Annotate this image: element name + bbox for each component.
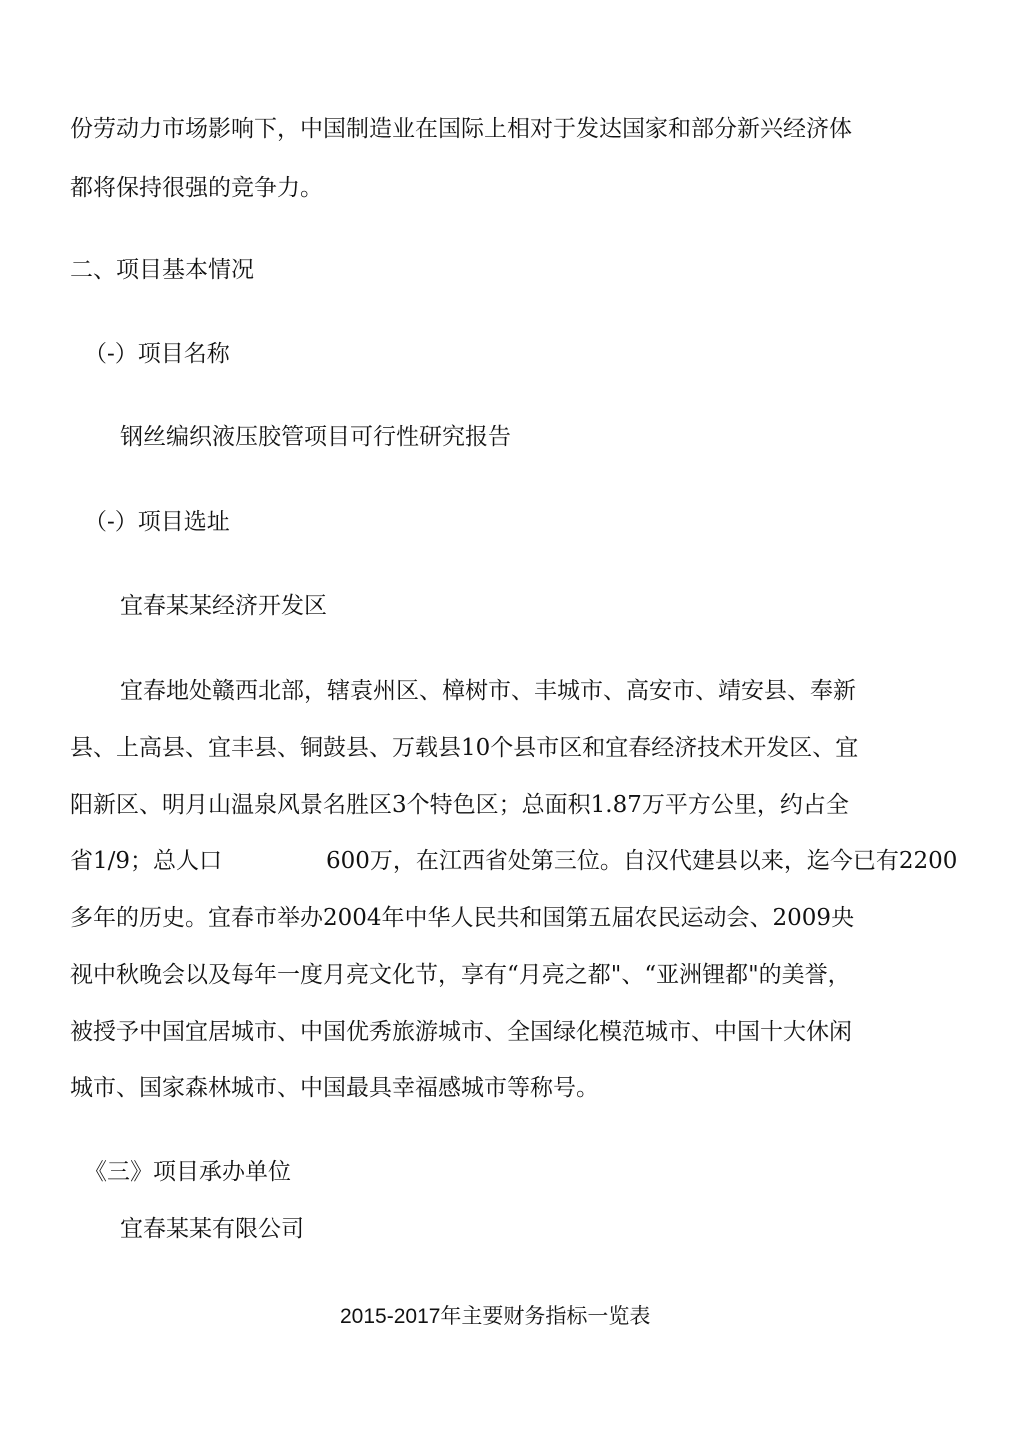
description-line-4b: 600万，在江西省处第三位。自汉代建县以来，迄今已有2200: [326, 848, 958, 874]
intro-line-2: 都将保持很强的竞争力。: [70, 175, 323, 201]
table-caption: 2015-2017年主要财务指标一览表: [340, 1305, 651, 1328]
section-heading: 二、项目基本情况: [70, 257, 254, 283]
project-site-label: （-）项目选址: [84, 509, 230, 535]
intro-line-1: 份劳动力市场影响下，中国制造业在国际上相对于发达国家和部分新兴经济体: [70, 116, 852, 142]
description-line-5: 多年的历史。宜春市举办2004年中华人民共和国第五届农民运动会、2009央: [70, 905, 855, 931]
project-name-value: 钢丝编织液压胶管项目可行性研究报告: [120, 424, 511, 450]
description-line-7: 被授予中国宜居城市、中国优秀旅游城市、全国绿化模范城市、中国十大休闲: [70, 1019, 852, 1045]
project-site-value: 宜春某某经济开发区: [120, 593, 327, 619]
description-line-1: 宜春地处赣西北部，辖袁州区、樟树市、丰城市、高安市、靖安县、奉新: [120, 678, 856, 704]
description-line-3: 阳新区、明月山温泉风景名胜区3个特色区；总面积1.87万平方公里，约占全: [70, 792, 849, 818]
project-undertaker-label: 《三》项目承办单位: [84, 1159, 291, 1185]
project-undertaker-value: 宜春某某有限公司: [120, 1216, 304, 1242]
description-line-8: 城市、国家森林城市、中国最具幸福感城市等称号。: [70, 1075, 599, 1101]
project-name-label: （-）项目名称: [84, 341, 230, 367]
description-line-6: 视中秋晚会以及每年一度月亮文化节，享有“月亮之都"、“亚洲锂都"的美誉，: [70, 962, 851, 988]
description-line-2: 县、上高县、宜丰县、铜鼓县、万载县10个县市区和宜春经济技术开发区、宜: [70, 735, 859, 761]
description-line-4a: 省1/9；总人口: [70, 848, 223, 874]
